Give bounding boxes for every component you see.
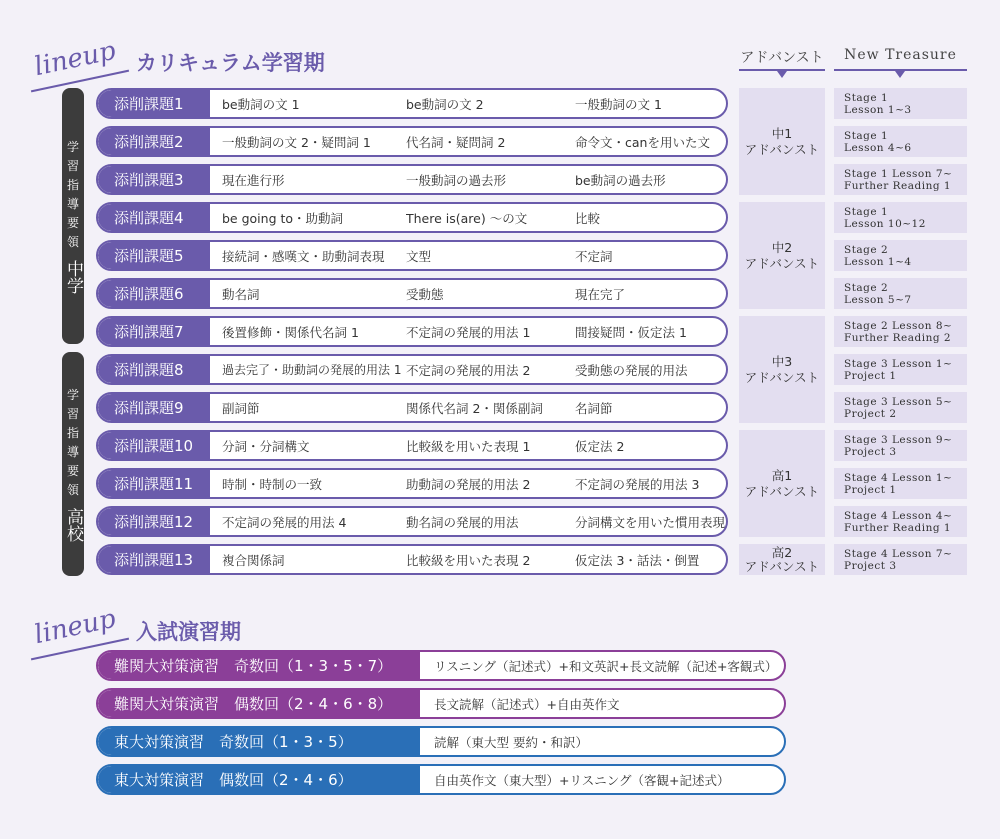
section-title-curriculum: カリキュラム学習期 xyxy=(136,51,325,75)
exam-row xyxy=(96,650,786,681)
row-label: 添削課題4 xyxy=(98,204,210,231)
curriculum-row xyxy=(96,126,728,157)
topic-3: 一般動詞の文 1 xyxy=(575,96,662,112)
topic-3: 仮定法 2 xyxy=(575,438,625,454)
exam-description: 読解（東大型 要約・和訳） xyxy=(434,734,588,750)
curriculum-row xyxy=(96,430,728,461)
topic-3: 間接疑問・仮定法 1 xyxy=(575,324,687,340)
new-treasure-cell: Stage 4 Lesson 4~ Further Reading 1 xyxy=(834,506,967,537)
topic-3: 比較 xyxy=(575,210,601,226)
curriculum-row xyxy=(96,164,728,195)
exam-label: 難関大対策演習 奇数回（1・3・5・7） xyxy=(98,652,420,679)
curriculum-row xyxy=(96,506,728,537)
topic-1: 動名詞 xyxy=(222,286,260,302)
curriculum-row xyxy=(96,88,728,119)
curriculum-row xyxy=(96,354,728,385)
advance-group: 高2 アドバンスト xyxy=(739,544,825,575)
topic-1: 一般動詞の文 2・疑問詞 1 xyxy=(222,134,371,150)
topic-1: 接続詞・感嘆文・助動詞表現 xyxy=(222,248,385,264)
row-label: 添削課題5 xyxy=(98,242,210,269)
new-treasure-cell: Stage 3 Lesson 9~ Project 3 xyxy=(834,430,967,461)
new-treasure-cell: Stage 1 Lesson 7~ Further Reading 1 xyxy=(834,164,967,195)
row-label: 添削課題10 xyxy=(98,432,210,459)
exam-row xyxy=(96,764,786,795)
advance-group: 中3 アドバンスト xyxy=(739,316,825,423)
topic-2: There is(are) ～の文 xyxy=(406,210,528,226)
curriculum-row xyxy=(96,544,728,575)
curriculum-row xyxy=(96,468,728,499)
lineup-logo: lineup xyxy=(31,603,119,651)
new-treasure-cell: Stage 2 Lesson 5~7 xyxy=(834,278,967,309)
topic-1: be going to・助動詞 xyxy=(222,210,344,226)
exam-row xyxy=(96,726,786,757)
topic-3: 名詞節 xyxy=(575,400,613,416)
topic-1: 分詞・分詞構文 xyxy=(222,438,310,454)
topic-2: 受動態 xyxy=(406,286,444,302)
exam-description: リスニング（記述式）+和文英訳+長文読解（記述+客観式） xyxy=(434,658,778,674)
topic-2: be動詞の文 2 xyxy=(406,96,484,112)
curriculum-row xyxy=(96,316,728,347)
row-label: 添削課題2 xyxy=(98,128,210,155)
topic-1: 不定詞の発展的用法 4 xyxy=(222,514,347,530)
curriculum-row xyxy=(96,278,728,309)
topic-2: 文型 xyxy=(406,248,432,264)
row-label: 添削課題1 xyxy=(98,90,210,117)
topic-2: 助動詞の発展的用法 2 xyxy=(406,476,531,492)
topic-3: 仮定法 3・話法・倒置 xyxy=(575,552,700,568)
topic-1: 後置修飾・関係代名詞 1 xyxy=(222,324,359,340)
row-label: 添削課題8 xyxy=(98,356,210,383)
topic-1: 複合関係詞 xyxy=(222,552,285,568)
row-label: 添削課題11 xyxy=(98,470,210,497)
new-treasure-cell: Stage 1 Lesson 1~3 xyxy=(834,88,967,119)
curriculum-row xyxy=(96,240,728,271)
advance-group: 高1 アドバンスト xyxy=(739,430,825,537)
row-label: 添削課題9 xyxy=(98,394,210,421)
topic-2: 関係代名詞 2・関係副詞 xyxy=(406,400,543,416)
curriculum-row xyxy=(96,202,728,233)
topic-3: 現在完了 xyxy=(575,286,626,302)
new-treasure-cell: Stage 2 Lesson 1~4 xyxy=(834,240,967,271)
curriculum-row xyxy=(96,392,728,423)
topic-3: 不定詞の発展的用法 3 xyxy=(575,476,700,492)
new-treasure-cell: Stage 4 Lesson 1~ Project 1 xyxy=(834,468,967,499)
advance-group: 中2 アドバンスト xyxy=(739,202,825,309)
topic-3: 不定詞 xyxy=(575,248,613,264)
lineup-logo: lineup xyxy=(31,35,119,83)
topic-2: 比較級を用いた表現 2 xyxy=(406,552,531,568)
topic-1: be動詞の文 1 xyxy=(222,96,300,112)
topic-2: 一般動詞の過去形 xyxy=(406,172,507,188)
column-head-advance: アドバンスト xyxy=(740,50,824,66)
exam-row xyxy=(96,688,786,719)
topic-1: 現在進行形 xyxy=(222,172,285,188)
row-label: 添削課題13 xyxy=(98,546,210,573)
exam-label: 東大対策演習 偶数回（2・4・6） xyxy=(98,766,420,793)
row-label: 添削課題3 xyxy=(98,166,210,193)
arrow-down-icon xyxy=(777,71,787,78)
exam-description: 長文読解（記述式）+自由英作文 xyxy=(434,696,620,712)
arrow-down-icon xyxy=(895,71,905,78)
exam-label: 難関大対策演習 偶数回（2・4・6・8） xyxy=(98,690,420,717)
new-treasure-cell: Stage 3 Lesson 1~ Project 1 xyxy=(834,354,967,385)
advance-group: 中1 アドバンスト xyxy=(739,88,825,195)
new-treasure-cell: Stage 4 Lesson 7~ Project 3 xyxy=(834,544,967,575)
topic-1: 時制・時制の一致 xyxy=(222,476,323,492)
row-label: 添削課題12 xyxy=(98,508,210,535)
exam-description: 自由英作文（東大型）+リスニング（客観+記述式） xyxy=(434,772,730,788)
topic-2: 不定詞の発展的用法 1 xyxy=(406,324,531,340)
new-treasure-cell: Stage 3 Lesson 5~ Project 2 xyxy=(834,392,967,423)
topic-3: 分詞構文を用いた慣用表現 xyxy=(575,514,726,530)
new-treasure-cell: Stage 1 Lesson 10~12 xyxy=(834,202,967,233)
topic-2: 不定詞の発展的用法 2 xyxy=(406,362,531,378)
column-head-new-treasure: New Treasure xyxy=(844,47,957,63)
topic-2: 代名詞・疑問詞 2 xyxy=(406,134,506,150)
topic-3: 受動態の発展的用法 xyxy=(575,362,688,378)
topic-3: 命令文・canを用いた文 xyxy=(575,134,710,150)
topic-3: be動詞の過去形 xyxy=(575,172,666,188)
new-treasure-cell: Stage 2 Lesson 8~ Further Reading 2 xyxy=(834,316,967,347)
side-label-high-school: 学 習 指 導 要 領 高校 xyxy=(62,352,84,576)
topic-2: 比較級を用いた表現 1 xyxy=(406,438,531,454)
row-label: 添削課題6 xyxy=(98,280,210,307)
topic-1: 過去完了・助動詞の発展的用法 1 xyxy=(222,363,402,377)
exam-label: 東大対策演習 奇数回（1・3・5） xyxy=(98,728,420,755)
side-label-junior-high: 学 習 指 導 要 領 中学 xyxy=(62,88,84,344)
new-treasure-cell: Stage 1 Lesson 4~6 xyxy=(834,126,967,157)
row-label: 添削課題7 xyxy=(98,318,210,345)
topic-2: 動名詞の発展的用法 xyxy=(406,514,519,530)
topic-1: 副詞節 xyxy=(222,400,260,416)
section-title-exam: 入試演習期 xyxy=(136,620,241,644)
